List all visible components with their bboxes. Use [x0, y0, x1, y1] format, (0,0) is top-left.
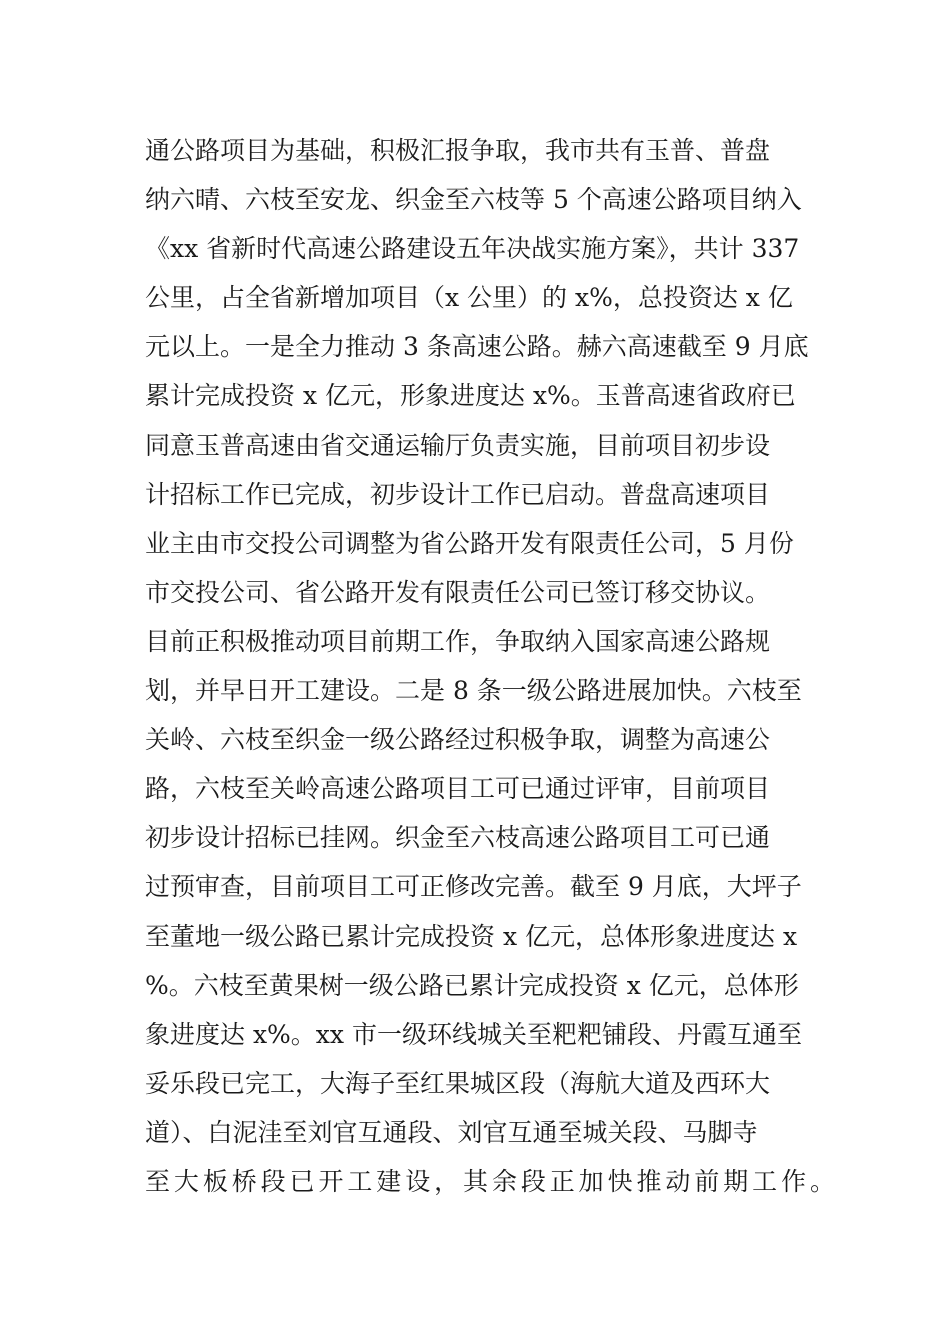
text-line: 《xx 省新时代高速公路建设五年决战实施方案》，共计 337 — [145, 234, 800, 264]
text-line: 过预审查，目前项目工可正修改完善。截至 9 月底，大坪子 — [145, 872, 802, 902]
text-line: 累计完成投资 x 亿元，形象进度达 x%。玉普高速省政府已 — [145, 381, 796, 411]
text-line: %。六枝至黄果树一级公路已累计完成投资 x 亿元，总体形 — [145, 970, 799, 1000]
text-line: 初步设计招标已挂网。织金至六枝高速公路项目工可已通 — [145, 823, 771, 853]
text-line: 道）、白泥洼至刘官互通段、刘官互通至城关段、马脚寺 — [145, 1117, 758, 1147]
text-line: 至董地一级公路已累计完成投资 x 亿元，总体形象进度达 x — [145, 921, 798, 951]
text-line: 同意玉普高速由省交通运输厅负责实施，目前项目初步设 — [145, 430, 771, 460]
text-line: 市交投公司、省公路开发有限责任公司已签订移交协议。 — [145, 577, 771, 607]
text-line: 象进度达 x%。xx 市一级环线城关至粑粑铺段、丹霞互通至 — [145, 1019, 802, 1049]
text-line: 公里，占全省新增加项目（x 公里）的 x%，总投资达 x 亿 — [145, 283, 793, 313]
text-line: 至大板桥段已开工建设，其余段正加快推动前期工作。 — [145, 1166, 835, 1196]
text-line: 关岭、六枝至织金一级公路经过积极争取，调整为高速公 — [145, 725, 771, 755]
text-line: 纳六晴、六枝至安龙、织金至六枝等 5 个高速公路项目纳入 — [145, 185, 802, 215]
text-line: 妥乐段已完工，大海子至红果城区段（海航大道及西环大 — [145, 1068, 771, 1098]
text-line: 计招标工作已完成，初步设计工作已启动。普盘高速项目 — [145, 479, 771, 509]
body-paragraph — [145, 126, 835, 1206]
text-line: 元以上。一是全力推动 3 条高速公路。赫六高速截至 9 月底 — [145, 332, 809, 362]
text-line: 通公路项目为基础，积极汇报争取，我市共有玉普、普盘 — [145, 136, 771, 165]
text-line: 目前正积极推动项目前期工作，争取纳入国家高速公路规 — [145, 626, 771, 656]
text-line: 路，六枝至关岭高速公路项目工可已通过评审，目前项目 — [145, 774, 771, 804]
text-line: 划，并早日开工建设。二是 8 条一级公路进展加快。六枝至 — [145, 676, 802, 706]
text-line: 业主由市交投公司调整为省公路开发有限责任公司，5 月份 — [145, 528, 794, 558]
